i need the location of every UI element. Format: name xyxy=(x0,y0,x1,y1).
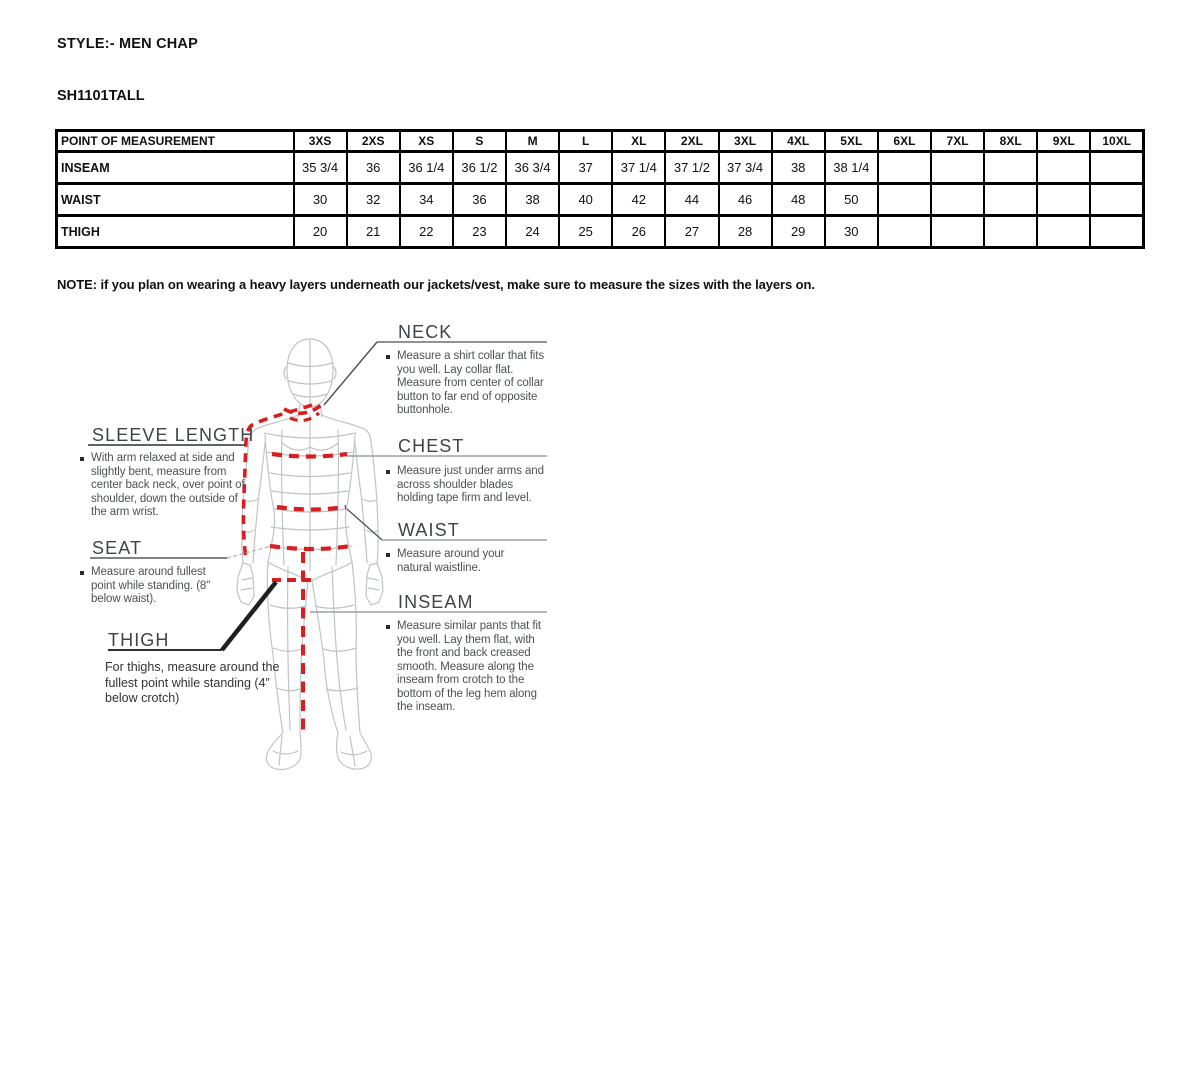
square-bullet-icon xyxy=(386,355,390,359)
seat-description xyxy=(80,566,231,607)
square-bullet-icon xyxy=(386,553,390,557)
size-value-cell: 50 xyxy=(825,184,878,216)
size-value-cell xyxy=(1037,184,1090,216)
col-header-size-7xl: 7XL xyxy=(931,131,984,152)
col-header-size-2xs: 2XS xyxy=(347,131,400,152)
size-value-cell: 37 1/2 xyxy=(665,152,718,184)
size-value-cell: 37 xyxy=(559,152,612,184)
size-value-cell xyxy=(1090,152,1143,184)
chest-description-text: Measure just under arms and across shoulder blades holding tape firm and level. xyxy=(397,465,544,504)
size-value-cell xyxy=(878,216,931,248)
table-header-row xyxy=(57,131,1144,152)
size-value-cell: 38 xyxy=(506,184,559,216)
size-value-cell: 37 3/4 xyxy=(719,152,772,184)
table-row-waist xyxy=(57,184,1144,216)
col-header-point-of-measurement: POINT OF MEASUREMENT xyxy=(57,131,294,152)
size-value-cell: 25 xyxy=(559,216,612,248)
table-row-thigh xyxy=(57,216,1144,248)
size-value-cell: 32 xyxy=(347,184,400,216)
size-value-cell: 36 3/4 xyxy=(506,152,559,184)
table-row-inseam xyxy=(57,152,1144,184)
size-value-cell xyxy=(878,152,931,184)
size-value-cell xyxy=(984,216,1037,248)
size-value-cell xyxy=(931,152,984,184)
waist-label: WAIST xyxy=(398,520,460,540)
product-code: SH1101TALL xyxy=(57,88,145,104)
col-header-size-m: M xyxy=(506,131,559,152)
neck-description-text: Measure a shirt collar that fits you well. Lay collar flat. Measure from center of collar button to far end of opposite buttonhole. xyxy=(397,350,544,416)
size-value-cell: 28 xyxy=(719,216,772,248)
col-header-size-4xl: 4XL xyxy=(772,131,825,152)
row-label: INSEAM xyxy=(57,152,294,184)
size-value-cell: 30 xyxy=(825,216,878,248)
size-value-cell xyxy=(1037,152,1090,184)
size-value-cell: 29 xyxy=(772,216,825,248)
size-value-cell: 23 xyxy=(453,216,506,248)
waist-description-text: Measure around your natural waistline. xyxy=(397,548,505,574)
col-header-size-s: S xyxy=(453,131,506,152)
col-header-size-9xl: 9XL xyxy=(1037,131,1090,152)
inseam-description-text: Measure similar pants that fit you well. Lay them flat, with the front and back creased smooth. Measure along the inseam from crotch to the bottom of the leg hem along the inseam. xyxy=(397,620,542,713)
size-value-cell: 38 1/4 xyxy=(825,152,878,184)
square-bullet-icon xyxy=(386,625,390,629)
col-header-size-10xl: 10XL xyxy=(1090,131,1143,152)
size-value-cell xyxy=(931,216,984,248)
seat-description-text: Measure around fullest point while standing. (8" below waist). xyxy=(91,566,211,605)
thigh-label: THIGH xyxy=(108,630,170,650)
col-header-size-3xl: 3XL xyxy=(719,131,772,152)
neck-connector-line xyxy=(324,342,377,405)
square-bullet-icon xyxy=(80,571,84,575)
sleeve-length-description-text: With arm relaxed at side and slightly bent, measure from center back neck, over point of shoulder, down the outside of the arm wrist. xyxy=(91,452,245,518)
size-value-cell: 44 xyxy=(665,184,718,216)
size-value-cell: 22 xyxy=(400,216,453,248)
col-header-size-xl: XL xyxy=(612,131,665,152)
square-bullet-icon xyxy=(386,470,390,474)
size-value-cell: 36 1/2 xyxy=(453,152,506,184)
size-value-cell xyxy=(1090,184,1143,216)
size-value-cell: 35 3/4 xyxy=(294,152,347,184)
size-value-cell: 36 1/4 xyxy=(400,152,453,184)
col-header-size-xs: XS xyxy=(400,131,453,152)
size-value-cell: 40 xyxy=(559,184,612,216)
size-value-cell: 30 xyxy=(294,184,347,216)
size-chart-table xyxy=(55,129,1145,249)
size-value-cell xyxy=(931,184,984,216)
inseam-label: INSEAM xyxy=(398,592,474,612)
measurement-diagram xyxy=(60,315,620,795)
neck-label: NECK xyxy=(398,322,453,342)
square-bullet-icon xyxy=(80,457,84,461)
size-value-cell: 36 xyxy=(347,152,400,184)
size-value-cell: 37 1/4 xyxy=(612,152,665,184)
size-value-cell xyxy=(878,184,931,216)
size-value-cell: 20 xyxy=(294,216,347,248)
col-header-size-3xs: 3XS xyxy=(294,131,347,152)
size-value-cell xyxy=(984,152,1037,184)
sleeve-length-label: SLEEVE LENGTH xyxy=(92,425,255,445)
waist-measure-line xyxy=(277,507,346,510)
style-title: STYLE:- MEN CHAP xyxy=(57,36,198,52)
size-value-cell: 38 xyxy=(772,152,825,184)
seat-label: SEAT xyxy=(92,538,143,558)
size-value-cell: 48 xyxy=(772,184,825,216)
col-header-size-2xl: 2XL xyxy=(665,131,718,152)
size-value-cell: 26 xyxy=(612,216,665,248)
size-value-cell: 27 xyxy=(665,216,718,248)
size-value-cell: 34 xyxy=(400,184,453,216)
waist-description xyxy=(386,548,527,575)
row-label: THIGH xyxy=(57,216,294,248)
thigh-description-text: For thighs, measure around the fullest point while standing (4” below crotch) xyxy=(105,660,280,705)
size-value-cell: 46 xyxy=(719,184,772,216)
col-header-size-l: L xyxy=(559,131,612,152)
col-header-size-8xl: 8XL xyxy=(984,131,1037,152)
inseam-description xyxy=(386,620,552,715)
neck-description xyxy=(386,350,552,418)
size-value-cell xyxy=(1037,216,1090,248)
row-label: WAIST xyxy=(57,184,294,216)
size-value-cell: 24 xyxy=(506,216,559,248)
size-value-cell xyxy=(984,184,1037,216)
col-header-size-6xl: 6XL xyxy=(878,131,931,152)
size-value-cell xyxy=(1090,216,1143,248)
note-text: NOTE: if you plan on wearing a heavy layers underneath our jackets/vest, make sure to measure the sizes with the layers on. xyxy=(57,277,815,292)
sleeve-length-description xyxy=(80,452,253,520)
size-value-cell: 42 xyxy=(612,184,665,216)
seat-connector-line xyxy=(227,547,268,558)
size-value-cell: 36 xyxy=(453,184,506,216)
size-value-cell: 21 xyxy=(347,216,400,248)
col-header-size-5xl: 5XL xyxy=(825,131,878,152)
chest-label: CHEST xyxy=(398,436,465,456)
chest-description xyxy=(386,465,549,506)
